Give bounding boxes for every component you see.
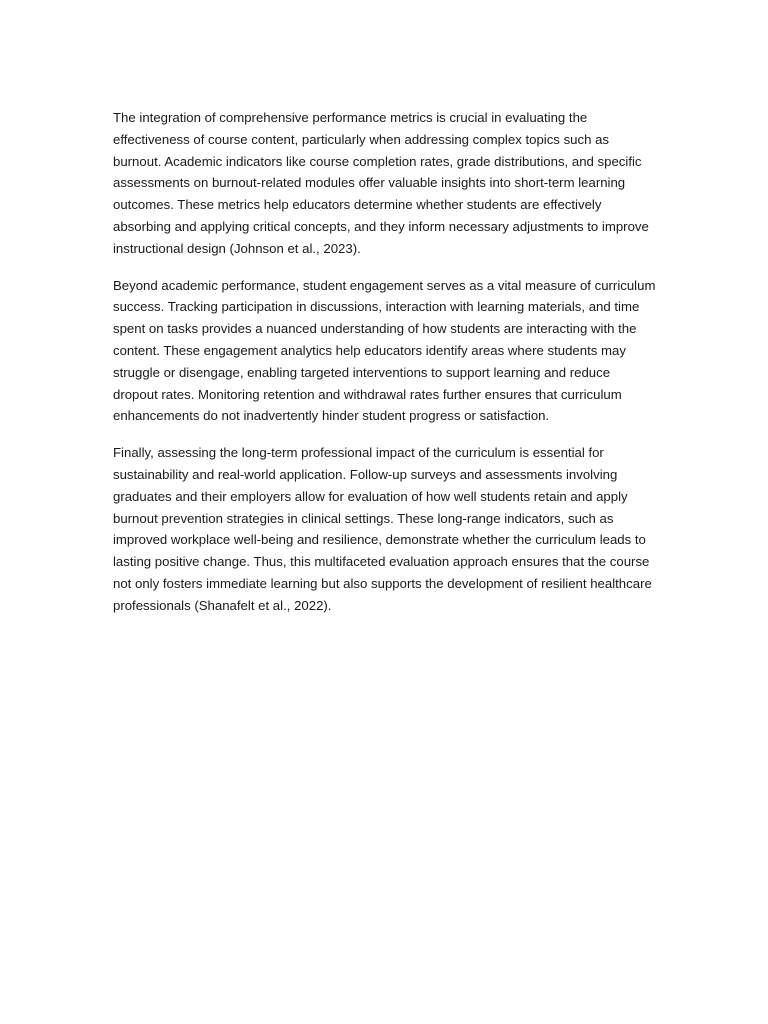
document-body <box>113 107 658 632</box>
paragraph-long-term-impact: Finally, assessing the long-term professional impact of the curriculum is essential for sustainability and real-world application. Follow-up surveys and assessments involving graduates and their employers allow for evaluation of how well students retain and apply burnout prevention strategies in clinical settings. These long-range indicators, such as improved workplace well-being and resilience, demonstrate whether the curriculum leads to lasting positive change. Thus, this multifaceted evaluation approach ensures that the course not only fosters immediate learning but also supports the development of resilient healthcare professionals (Shanafelt et al., 2022). <box>113 445 652 613</box>
paragraph-performance-metrics: The integration of comprehensive performance metrics is crucial in evaluating the effectiveness of course content, particularly when addressing complex topics such as burnout. Academic indicators like course completion rates, grade distributions, and specific assessments on burnout-related modules offer valuable insights into short-term learning outcomes. These metrics help educators determine whether students are effectively absorbing and applying critical concepts, and they inform necessary adjustments to improve instructional design (Johnson et al., 2023). <box>113 110 649 256</box>
paragraph-student-engagement: Beyond academic performance, student engagement serves as a vital measure of curriculum success. Tracking participation in discussions, interaction with learning materials, and time spent on tasks provides a nuanced understanding of how students are interacting with the content. These engagement analytics help educators identify areas where students may struggle or disengage, enabling targeted interventions to support learning and reduce dropout rates. Monitoring retention and withdrawal rates further ensures that curriculum enhancements do not inadvertently hinder student progress or satisfaction. <box>113 277 656 424</box>
